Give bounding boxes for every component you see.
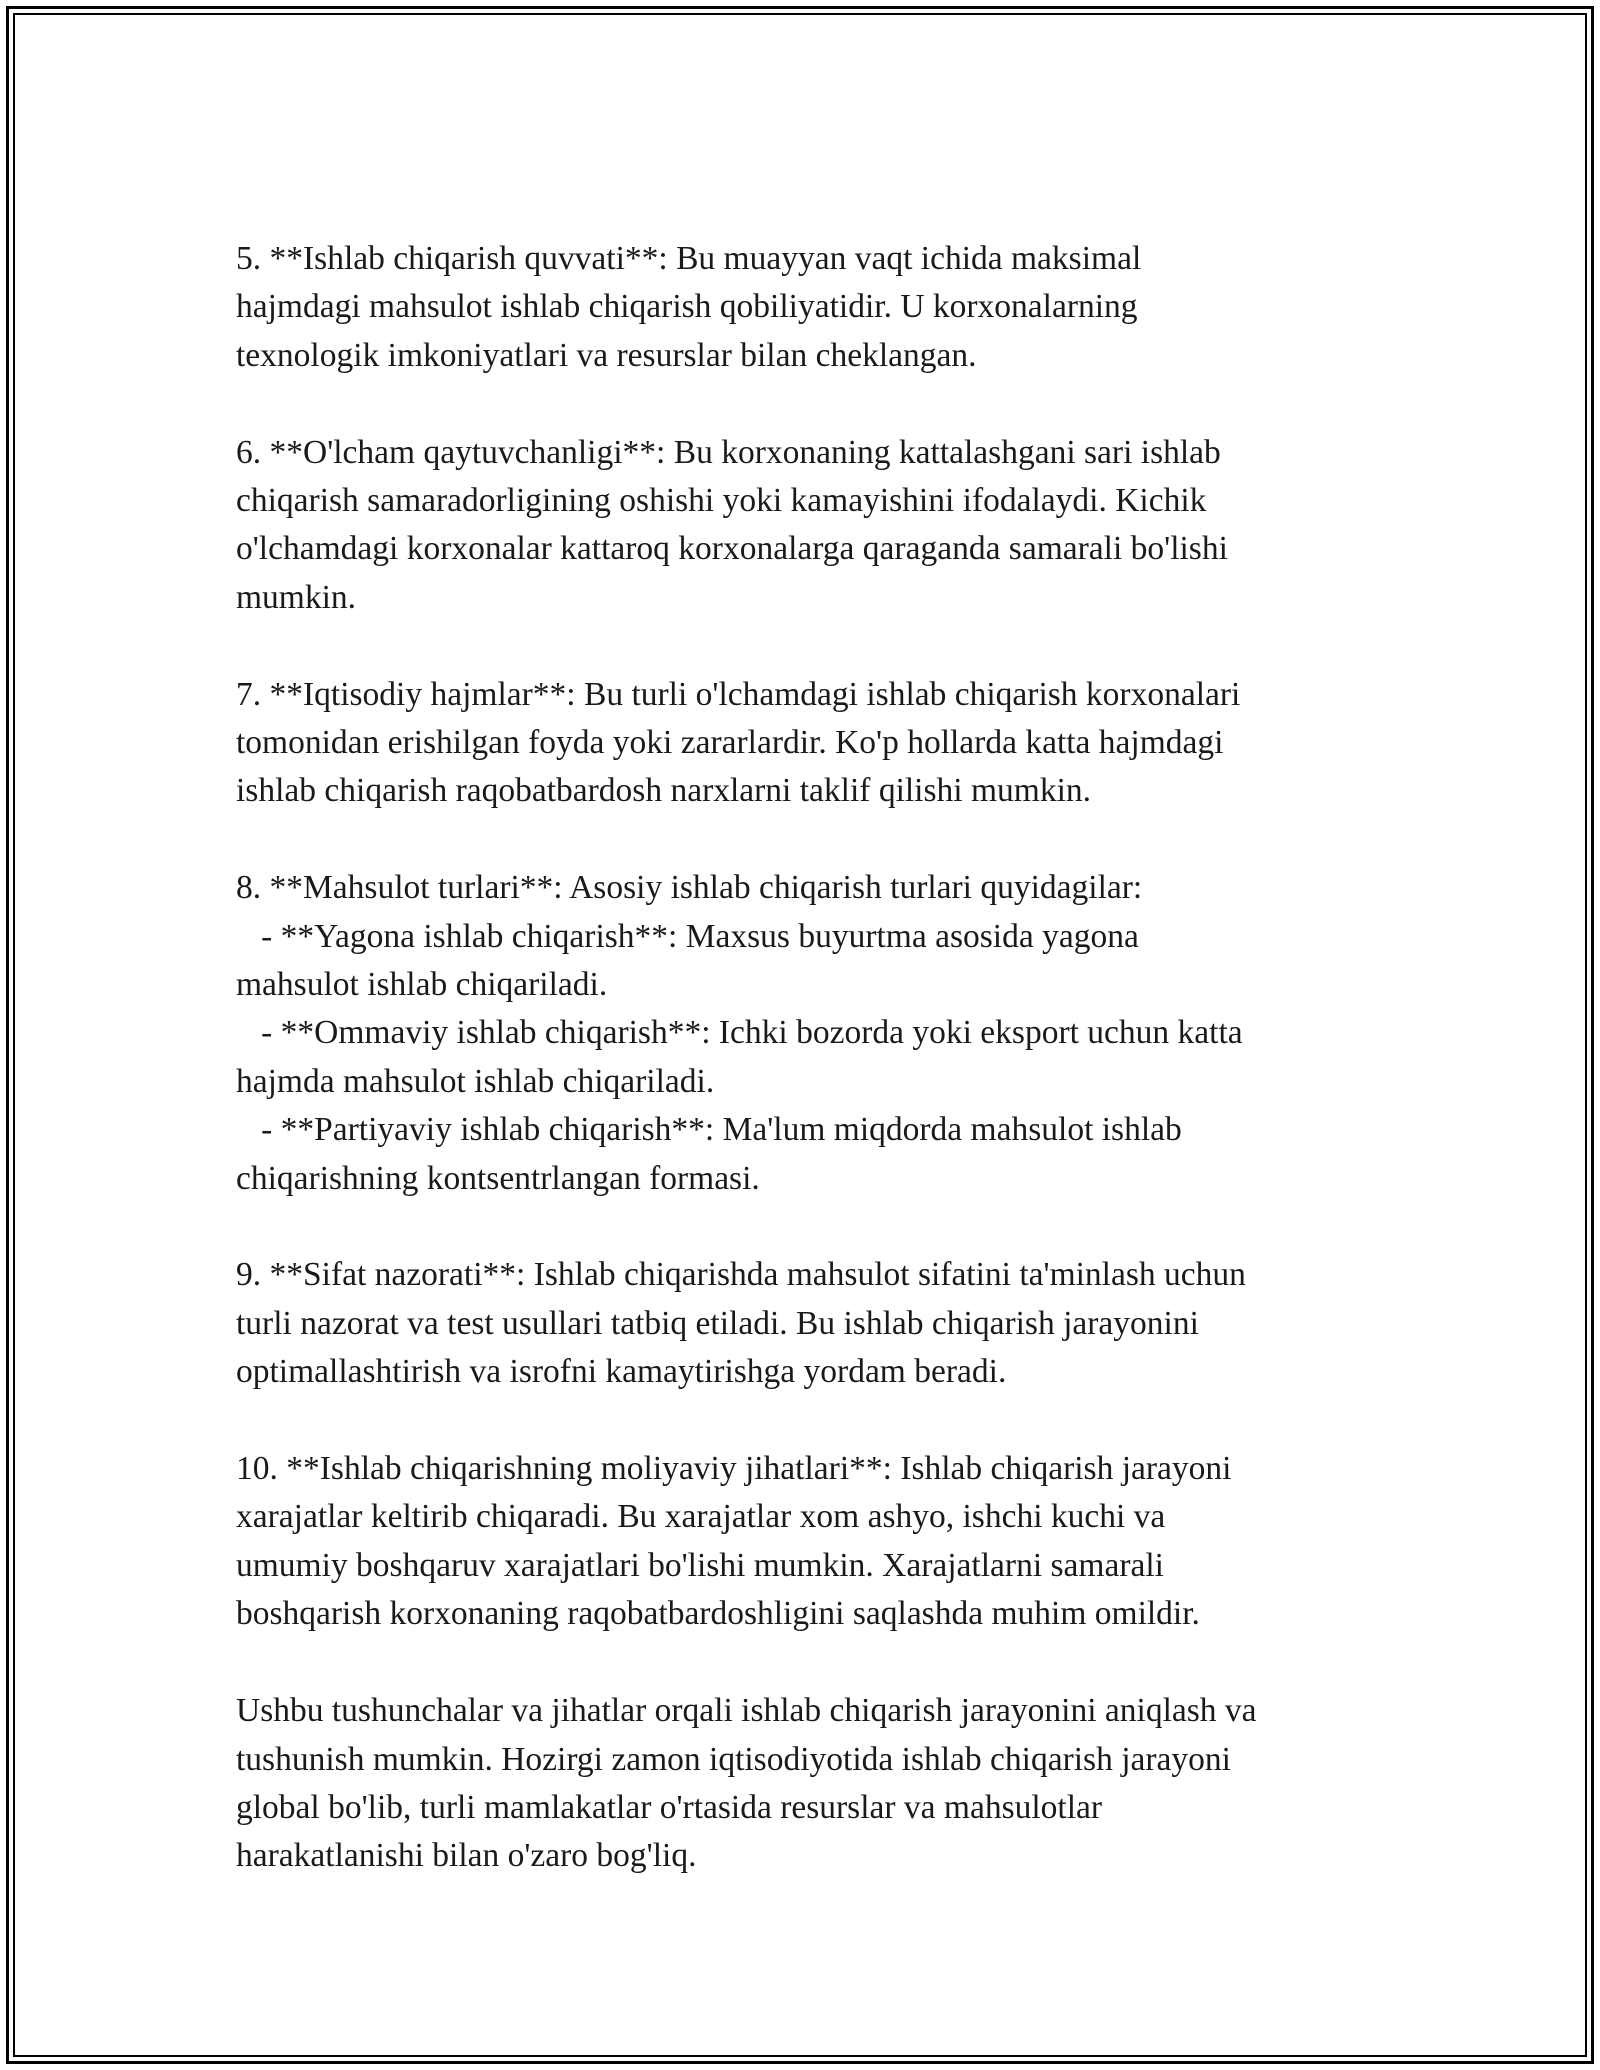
text-line: ishlab chiqarish raqobatbardosh narxlarni taklif qilishi mumkin. [236, 772, 1092, 810]
paragraph-item-5 [236, 235, 1376, 380]
paragraph-item-6 [236, 429, 1376, 623]
text-line: 9. **Sifat nazorati**: Ishlab chiqarishda mahsulot sifatini ta'minlash uchun [236, 1256, 1246, 1294]
text-line: 10. **Ishlab chiqarishning moliyaviy jihatlari**: Ishlab chiqarish jarayoni [236, 1450, 1232, 1488]
paragraph-item-7 [236, 671, 1376, 816]
text-line: Ushbu tushunchalar va jihatlar orqali ishlab chiqarish jarayonini aniqlash va [236, 1692, 1257, 1730]
text-line: umumiy boshqaruv xarajatlari bo'lishi mumkin. Xarajatlarni samarali [236, 1546, 1164, 1584]
text-line: hajmdagi mahsulot ishlab chiqarish qobiliyatidir. U korxonalarning [236, 288, 1138, 326]
text-line: xarajatlar keltirib chiqaradi. Bu xarajatlar xom ashyo, ishchi kuchi va [236, 1498, 1166, 1536]
paragraph-conclusion [236, 1687, 1376, 1881]
text-line: 5. **Ishlab chiqarish quvvati**: Bu muayyan vaqt ichida maksimal [236, 240, 1142, 277]
text-line: 8. **Mahsulot turlari**: Asosiy ishlab chiqarish turlari quyidagilar: [236, 869, 1143, 907]
text-line: global bo'lib, turli mamlakatlar o'rtasida resurslar va mahsulotlar [236, 1788, 1103, 1826]
text-line: boshqarish korxonaning raqobatbardoshligini saqlashda muhim omildir. [236, 1595, 1200, 1633]
paragraph-item-9 [236, 1251, 1376, 1396]
text-line: chiqarishning kontsentrlangan formasi. [236, 1159, 760, 1197]
text-line: o'lchamdagi korxonalar kattaroq korxonalarga qaraganda samarali bo'lishi [236, 530, 1228, 568]
text-line: mahsulot ishlab chiqariladi. [236, 966, 608, 1004]
text-line: hajmda mahsulot ishlab chiqariladi. [236, 1062, 715, 1100]
paragraph-item-8 [236, 864, 1376, 1203]
document-body [236, 235, 1376, 1929]
text-line: - **Yagona ishlab chiqarish**: Maxsus buyurtma asosida yagona [236, 917, 1139, 955]
text-line: tushunish mumkin. Hozirgi zamon iqtisodiyotida ishlab chiqarish jarayoni [236, 1740, 1231, 1778]
paragraph-item-10 [236, 1445, 1376, 1639]
text-line: - **Ommaviy ishlab chiqarish**: Ichki bozorda yoki eksport uchun katta [236, 1014, 1243, 1052]
text-line: tomonidan erishilgan foyda yoki zararlardir. Ko'p hollarda katta hajmdagi [236, 724, 1224, 762]
text-line: 7. **Iqtisodiy hajmlar**: Bu turli o'lchamdagi ishlab chiqarish korxonalari [236, 675, 1241, 713]
text-line: optimallashtirish va isrofni kamaytirishga yordam beradi. [236, 1353, 1007, 1391]
text-line: texnologik imkoniyatlari va resurslar bilan cheklangan. [236, 336, 977, 374]
text-line: chiqarish samaradorligining oshishi yoki kamayishini ifodalaydi. Kichik [236, 482, 1207, 520]
text-line: turli nazorat va test usullari tatbiq etiladi. Bu ishlab chiqarish jarayonini [236, 1304, 1199, 1342]
text-line: 6. **O'lcham qaytuvchanligi**: Bu korxonaning kattalashgani sari ishlab [236, 433, 1221, 471]
text-line: - **Partiyaviy ishlab chiqarish**: Ma'lum miqdorda mahsulot ishlab [236, 1111, 1182, 1149]
text-line: harakatlanishi bilan o'zaro bog'liq. [236, 1837, 697, 1875]
text-line: mumkin. [236, 578, 357, 616]
